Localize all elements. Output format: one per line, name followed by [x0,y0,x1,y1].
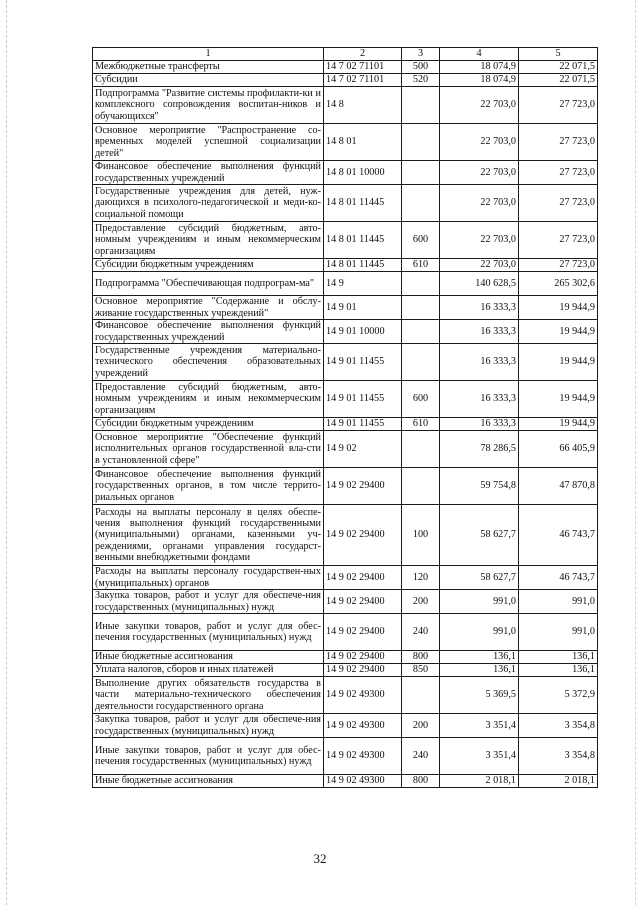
header-row [93,48,598,61]
cell-amount-1: 991,0 [440,590,519,614]
cell-amount-2: 3 354,8 [519,714,598,738]
cell-amount-2: 136,1 [519,651,598,664]
cell-expense-type: 600 [402,222,440,259]
table-row [93,272,598,296]
cell-name: Расходы на выплаты персоналу государствен-ных (муниципальных) органов [93,566,324,590]
cell-code: 14 9 02 29400 [324,664,402,677]
cell-amount-1: 16 333,3 [440,320,519,344]
cell-code: 14 9 02 49300 [324,775,402,788]
cell-code: 14 8 [324,87,402,124]
cell-amount-1: 22 703,0 [440,222,519,259]
cell-amount-2: 27 723,0 [519,185,598,222]
cell-amount-1: 78 286,5 [440,431,519,468]
cell-amount-2: 19 944,9 [519,320,598,344]
cell-expense-type: 120 [402,566,440,590]
cell-name: Государственные учреждения для детей, нуж-дающихся в психолого-педагогической и меди-ко-социальной помощи [93,185,324,222]
table-row [93,418,598,431]
cell-code: 14 9 02 29400 [324,590,402,614]
cell-expense-type: 200 [402,590,440,614]
cell-amount-1: 22 703,0 [440,124,519,161]
cell-amount-2: 2 018,1 [519,775,598,788]
cell-amount-1: 140 628,5 [440,272,519,296]
cell-code: 14 9 01 11455 [324,381,402,418]
scan-edge-left [6,0,7,905]
cell-name: Подпрограмма "Развитие системы профилакти-ки и комплексного сопровождения воспитан-ников и обучающихся" [93,87,324,124]
cell-amount-2: 265 302,6 [519,272,598,296]
cell-name: Иные закупки товаров, работ и услуг для обес-печения государственных (муниципальных) нужд [93,614,324,651]
cell-expense-type [402,272,440,296]
cell-code: 14 9 02 [324,431,402,468]
table-row [93,738,598,775]
cell-code: 14 9 02 49300 [324,677,402,714]
table-row [93,651,598,664]
table-row [93,505,598,566]
cell-code: 14 7 02 71101 [324,61,402,74]
cell-code: 14 9 01 11455 [324,418,402,431]
cell-amount-2: 27 723,0 [519,124,598,161]
cell-code: 14 8 01 [324,124,402,161]
cell-name: Государственные учреждения материально-технического обеспечения образовательных учреждений [93,344,324,381]
scan-edge-right [635,0,636,905]
cell-code: 14 9 02 29400 [324,468,402,505]
cell-expense-type [402,161,440,185]
cell-amount-1: 2 018,1 [440,775,519,788]
cell-code: 14 8 01 11445 [324,222,402,259]
cell-name: Иные бюджетные ассигнования [93,775,324,788]
cell-amount-2: 27 723,0 [519,259,598,272]
table-row [93,775,598,788]
cell-amount-2: 22 071,5 [519,61,598,74]
cell-amount-2: 991,0 [519,614,598,651]
cell-expense-type [402,431,440,468]
cell-amount-2: 27 723,0 [519,161,598,185]
cell-expense-type: 800 [402,651,440,664]
cell-name: Финансовое обеспечение выполнения функций государственных органов, в том числе террито-риальных органов [93,468,324,505]
cell-name: Выполнение других обязательств государства в части материально-технического обеспечения деятельности государственного органа [93,677,324,714]
cell-name: Межбюджетные трансферты [93,61,324,74]
cell-name: Субсидии бюджетным учреждениям [93,418,324,431]
cell-code: 14 9 02 29400 [324,505,402,566]
cell-amount-1: 18 074,9 [440,74,519,87]
cell-amount-1: 18 074,9 [440,61,519,74]
cell-code: 14 8 01 11445 [324,259,402,272]
cell-expense-type [402,87,440,124]
cell-amount-2: 5 372,9 [519,677,598,714]
cell-expense-type: 500 [402,61,440,74]
table-row [93,614,598,651]
cell-amount-2: 19 944,9 [519,418,598,431]
cell-name: Финансовое обеспечение выполнения функций государственных учреждений [93,320,324,344]
cell-code: 14 9 [324,272,402,296]
table-row [93,222,598,259]
cell-amount-1: 3 351,4 [440,714,519,738]
table-row [93,161,598,185]
cell-amount-2: 22 071,5 [519,74,598,87]
cell-name: Расходы на выплаты персоналу в целях обеспе-чения выполнения функций государственными (муниципальными) органами, казенными уч-реждениями, органами управления государст-венными внебюджетными фондами [93,505,324,566]
budget-table [92,47,598,788]
cell-code: 14 9 01 [324,296,402,320]
header-name: 1 [93,48,324,61]
cell-code: 14 9 02 29400 [324,614,402,651]
cell-name: Предоставление субсидий бюджетным, авто-номным учреждениям и иным некоммерческим организациям [93,381,324,418]
cell-code: 14 9 02 29400 [324,566,402,590]
table-row [93,344,598,381]
table-row [93,296,598,320]
table-row [93,124,598,161]
cell-amount-1: 16 333,3 [440,296,519,320]
cell-name: Основное мероприятие "Распространение со-временных моделей успешной социализации детей" [93,124,324,161]
cell-expense-type: 610 [402,418,440,431]
cell-amount-1: 136,1 [440,651,519,664]
cell-amount-1: 58 627,7 [440,566,519,590]
cell-expense-type [402,124,440,161]
cell-name: Закупка товаров, работ и услуг для обеспече-ния государственных (муниципальных) нужд [93,590,324,614]
cell-amount-1: 136,1 [440,664,519,677]
table-row [93,431,598,468]
cell-amount-2: 19 944,9 [519,344,598,381]
cell-amount-2: 46 743,7 [519,566,598,590]
table-row [93,566,598,590]
cell-amount-1: 59 754,8 [440,468,519,505]
cell-amount-2: 19 944,9 [519,381,598,418]
cell-name: Основное мероприятие "Содержание и обслу-живание государственных учреждений" [93,296,324,320]
table-row [93,468,598,505]
cell-amount-1: 22 703,0 [440,87,519,124]
table-row [93,185,598,222]
cell-expense-type: 600 [402,381,440,418]
table-row [93,87,598,124]
cell-name: Закупка товаров, работ и услуг для обеспече-ния государственных (муниципальных) нужд [93,714,324,738]
cell-code: 14 9 02 49300 [324,738,402,775]
header-amount-1: 4 [440,48,519,61]
cell-name: Основное мероприятие "Обеспечение функций исполнительных органов государственной вла-сти в установленной сфере" [93,431,324,468]
cell-expense-type [402,320,440,344]
table-row [93,259,598,272]
cell-code: 14 9 01 11455 [324,344,402,381]
header-code: 2 [324,48,402,61]
cell-amount-2: 19 944,9 [519,296,598,320]
cell-expense-type: 100 [402,505,440,566]
cell-amount-1: 991,0 [440,614,519,651]
cell-name: Субсидии [93,74,324,87]
cell-amount-1: 5 369,5 [440,677,519,714]
cell-expense-type [402,344,440,381]
cell-amount-2: 27 723,0 [519,87,598,124]
cell-name: Уплата налогов, сборов и иных платежей [93,664,324,677]
cell-amount-1: 22 703,0 [440,259,519,272]
cell-expense-type: 610 [402,259,440,272]
table-row [93,714,598,738]
cell-name: Предоставление субсидий бюджетным, авто-номным учреждениям и иным некоммерческим организациям [93,222,324,259]
cell-name: Иные бюджетные ассигнования [93,651,324,664]
cell-expense-type [402,296,440,320]
cell-amount-1: 16 333,3 [440,381,519,418]
cell-amount-2: 991,0 [519,590,598,614]
cell-code: 14 8 01 10000 [324,161,402,185]
cell-expense-type: 240 [402,614,440,651]
cell-amount-2: 3 354,8 [519,738,598,775]
cell-expense-type [402,677,440,714]
table-row [93,61,598,74]
cell-code: 14 7 02 71101 [324,74,402,87]
page-number: 32 [313,851,327,866]
table-body [93,61,598,788]
cell-name: Финансовое обеспечение выполнения функций государственных учреждений [93,161,324,185]
cell-expense-type: 520 [402,74,440,87]
cell-amount-1: 16 333,3 [440,418,519,431]
cell-code: 14 9 02 29400 [324,651,402,664]
cell-amount-2: 136,1 [519,664,598,677]
cell-expense-type [402,185,440,222]
cell-expense-type: 200 [402,714,440,738]
table-row [93,74,598,87]
cell-name: Иные закупки товаров, работ и услуг для обес-печения государственных (муниципальных) нужд [93,738,324,775]
cell-expense-type: 240 [402,738,440,775]
cell-name: Подпрограмма "Обеспечивающая подпрограм-ма" [93,272,324,296]
cell-amount-1: 3 351,4 [440,738,519,775]
cell-expense-type: 850 [402,664,440,677]
table-row [93,664,598,677]
cell-amount-1: 58 627,7 [440,505,519,566]
table-row [93,381,598,418]
cell-amount-2: 27 723,0 [519,222,598,259]
table-row [93,590,598,614]
cell-code: 14 9 01 10000 [324,320,402,344]
cell-amount-2: 46 743,7 [519,505,598,566]
cell-code: 14 8 01 11445 [324,185,402,222]
header-amount-2: 5 [519,48,598,61]
cell-amount-1: 22 703,0 [440,185,519,222]
cell-expense-type [402,468,440,505]
cell-amount-1: 16 333,3 [440,344,519,381]
cell-code: 14 9 02 49300 [324,714,402,738]
cell-amount-2: 47 870,8 [519,468,598,505]
cell-name: Субсидии бюджетным учреждениям [93,259,324,272]
cell-expense-type: 800 [402,775,440,788]
cell-amount-2: 66 405,9 [519,431,598,468]
cell-amount-1: 22 703,0 [440,161,519,185]
header-expense-type: 3 [402,48,440,61]
table-row [93,677,598,714]
table-row [93,320,598,344]
